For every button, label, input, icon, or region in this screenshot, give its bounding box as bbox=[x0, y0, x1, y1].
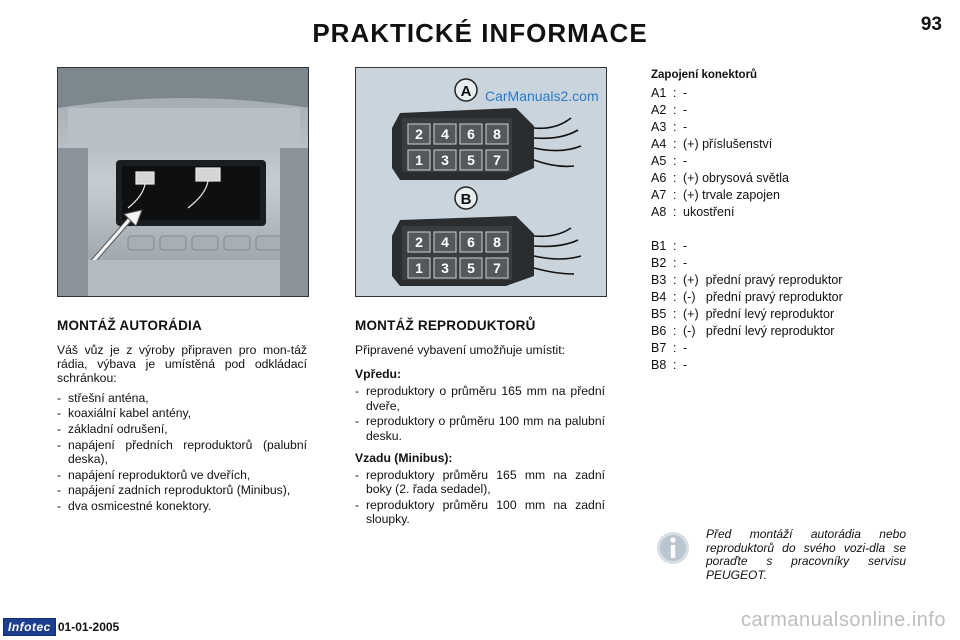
pin-row bbox=[651, 85, 843, 102]
pin-description: (+) příslušenství bbox=[683, 137, 773, 151]
list-item: - střešní anténa, bbox=[57, 391, 307, 405]
pin-number: 3 bbox=[441, 152, 449, 168]
pin-row bbox=[651, 136, 843, 153]
list-item: - dva osmicestné konektory. bbox=[57, 499, 307, 513]
pin-code: B5 bbox=[651, 307, 667, 321]
page-number: 93 bbox=[920, 14, 942, 35]
pin-number: 5 bbox=[467, 260, 475, 276]
speaker-intro: Připravené vybavení umožňuje umístit: bbox=[355, 343, 565, 357]
pin-code: B3 bbox=[651, 273, 667, 287]
pin-number: 8 bbox=[493, 234, 501, 250]
pin-separator: : bbox=[673, 256, 677, 270]
speaker-heading: MONTÁŽ REPRODUKTORŮ bbox=[355, 318, 536, 333]
pin-description: (+) přední levý reproduktor bbox=[683, 307, 835, 321]
pin-separator: : bbox=[673, 137, 677, 151]
pin-code: B6 bbox=[651, 324, 667, 338]
pin-separator: : bbox=[673, 290, 677, 304]
pin-number: 3 bbox=[441, 260, 449, 276]
pin-row bbox=[651, 357, 843, 374]
front-label: Vpředu: bbox=[355, 367, 402, 382]
pin-number: 1 bbox=[415, 260, 423, 276]
pin-description: (+) obrysová světla bbox=[683, 171, 789, 185]
pin-code: A6 bbox=[651, 171, 667, 185]
pin-separator: : bbox=[673, 273, 677, 287]
radio-list bbox=[57, 391, 307, 514]
connector-heading: Zapojení konektorů bbox=[651, 69, 758, 81]
pin-description: (+) přední pravý reproduktor bbox=[683, 273, 843, 287]
connector-a-label: A bbox=[460, 83, 472, 100]
list-item: - reproduktory průměru 100 mm na zadní sloupky. bbox=[355, 498, 605, 526]
pin-separator: : bbox=[673, 341, 677, 355]
pin-code: A3 bbox=[651, 120, 667, 134]
pin-description: ukostření bbox=[683, 205, 735, 219]
pin-row bbox=[651, 238, 843, 255]
watermark-top: CarManuals2.com bbox=[485, 88, 599, 104]
list-item: - napájení předních reproduktorů (palubní deska), bbox=[57, 438, 307, 466]
pin-number: 6 bbox=[467, 234, 475, 250]
pin-code: B7 bbox=[651, 341, 667, 355]
pin-number: 4 bbox=[441, 126, 449, 142]
pin-description: - bbox=[683, 120, 688, 134]
pin-code: A1 bbox=[651, 86, 667, 100]
watermark-bottom: carmanualsonline.info bbox=[740, 609, 946, 631]
pin-description: - bbox=[683, 103, 688, 117]
rear-list bbox=[355, 468, 605, 526]
radio-heading: MONTÁŽ AUTORÁDIA bbox=[57, 318, 202, 333]
pin-number: 7 bbox=[493, 260, 501, 276]
footer bbox=[3, 618, 119, 636]
b-pin-group bbox=[651, 238, 843, 374]
list-item: - koaxiální kabel antény, bbox=[57, 406, 307, 420]
pin-separator: : bbox=[673, 239, 677, 253]
pin-separator: : bbox=[673, 324, 677, 338]
list-item: - napájení zadních reproduktorů (Minibus), bbox=[57, 483, 307, 497]
pin-code: B8 bbox=[651, 358, 667, 372]
pin-separator: : bbox=[673, 307, 677, 321]
pin-code: A4 bbox=[651, 137, 667, 151]
a-pin-group bbox=[651, 85, 843, 221]
rear-label: Vzadu (Minibus): bbox=[355, 450, 453, 465]
pin-number: 7 bbox=[493, 152, 501, 168]
list-item: - reproduktory o průměru 165 mm na přední dveře, bbox=[355, 384, 605, 412]
pin-number: 8 bbox=[493, 126, 501, 142]
pin-row bbox=[651, 272, 843, 289]
pin-row bbox=[651, 187, 843, 204]
pin-description: - bbox=[683, 341, 688, 355]
pin-description: (-) přední pravý reproduktor bbox=[683, 290, 843, 304]
pin-row bbox=[651, 102, 843, 119]
connector-b-label: B bbox=[460, 191, 472, 208]
pin-row bbox=[651, 323, 843, 340]
pin-description: - bbox=[683, 256, 688, 270]
list-item: - základní odrušení, bbox=[57, 422, 307, 436]
footer-date: 01-01-2005 bbox=[57, 620, 120, 634]
pin-row bbox=[651, 153, 843, 170]
pin-description: - bbox=[683, 86, 688, 100]
radio-intro: Váš vůz je z výroby připraven pro mon-táž rádia, výbava je umístěná pod odkládací schránkou: bbox=[57, 343, 307, 386]
pin-code: B4 bbox=[651, 290, 667, 304]
pin-description: - bbox=[683, 358, 688, 372]
pin-number: 2 bbox=[415, 126, 423, 142]
pin-number: 4 bbox=[441, 234, 449, 250]
pin-separator: : bbox=[673, 154, 677, 168]
infotec-badge: Infotec bbox=[3, 618, 56, 636]
pin-number: 1 bbox=[415, 152, 423, 168]
pin-code: A5 bbox=[651, 154, 667, 168]
pin-description: (-) přední levý reproduktor bbox=[683, 324, 835, 338]
pin-row bbox=[651, 204, 843, 221]
pin-separator: : bbox=[673, 188, 677, 202]
pin-separator: : bbox=[673, 171, 677, 185]
list-item: - reproduktory o průměru 100 mm na palubní desku. bbox=[355, 414, 605, 442]
service-note: Před montáží autorádia nebo reproduktorů do svého vozi-dla se poraďte s pracovníky servisu PEUGEOT. bbox=[706, 527, 906, 582]
pin-code: A7 bbox=[651, 188, 667, 202]
info-icon bbox=[655, 530, 691, 571]
radio-column bbox=[57, 343, 307, 515]
front-list bbox=[355, 384, 605, 442]
pin-row bbox=[651, 289, 843, 306]
list-item: - napájení reproduktorů ve dveřích, bbox=[57, 468, 307, 482]
pin-row bbox=[651, 119, 843, 136]
pin-number: 6 bbox=[467, 126, 475, 142]
pin-row bbox=[651, 255, 843, 272]
page-title: PRAKTICKÉ INFORMACE bbox=[312, 18, 648, 48]
list-item: - reproduktory průměru 165 mm na zadní boky (2. řada sedadel), bbox=[355, 468, 605, 496]
pin-separator: : bbox=[673, 86, 677, 100]
pin-separator: : bbox=[673, 120, 677, 134]
pin-row bbox=[651, 170, 843, 187]
pin-number: 2 bbox=[415, 234, 423, 250]
dashboard-photo bbox=[57, 67, 309, 297]
speaker-column bbox=[355, 343, 605, 528]
pin-code: B2 bbox=[651, 256, 667, 270]
connector-pin-list bbox=[651, 67, 843, 374]
pin-separator: : bbox=[673, 205, 677, 219]
pin-separator: : bbox=[673, 358, 677, 372]
pin-description: - bbox=[683, 239, 688, 253]
pin-description: - bbox=[683, 154, 688, 168]
pin-code: B1 bbox=[651, 239, 667, 253]
pin-separator: : bbox=[673, 103, 677, 117]
pin-code: A2 bbox=[651, 103, 667, 117]
pin-row bbox=[651, 306, 843, 323]
pin-description: (+) trvale zapojen bbox=[683, 188, 780, 202]
pin-code: A8 bbox=[651, 205, 667, 219]
pin-number: 5 bbox=[467, 152, 475, 168]
pin-row bbox=[651, 340, 843, 357]
